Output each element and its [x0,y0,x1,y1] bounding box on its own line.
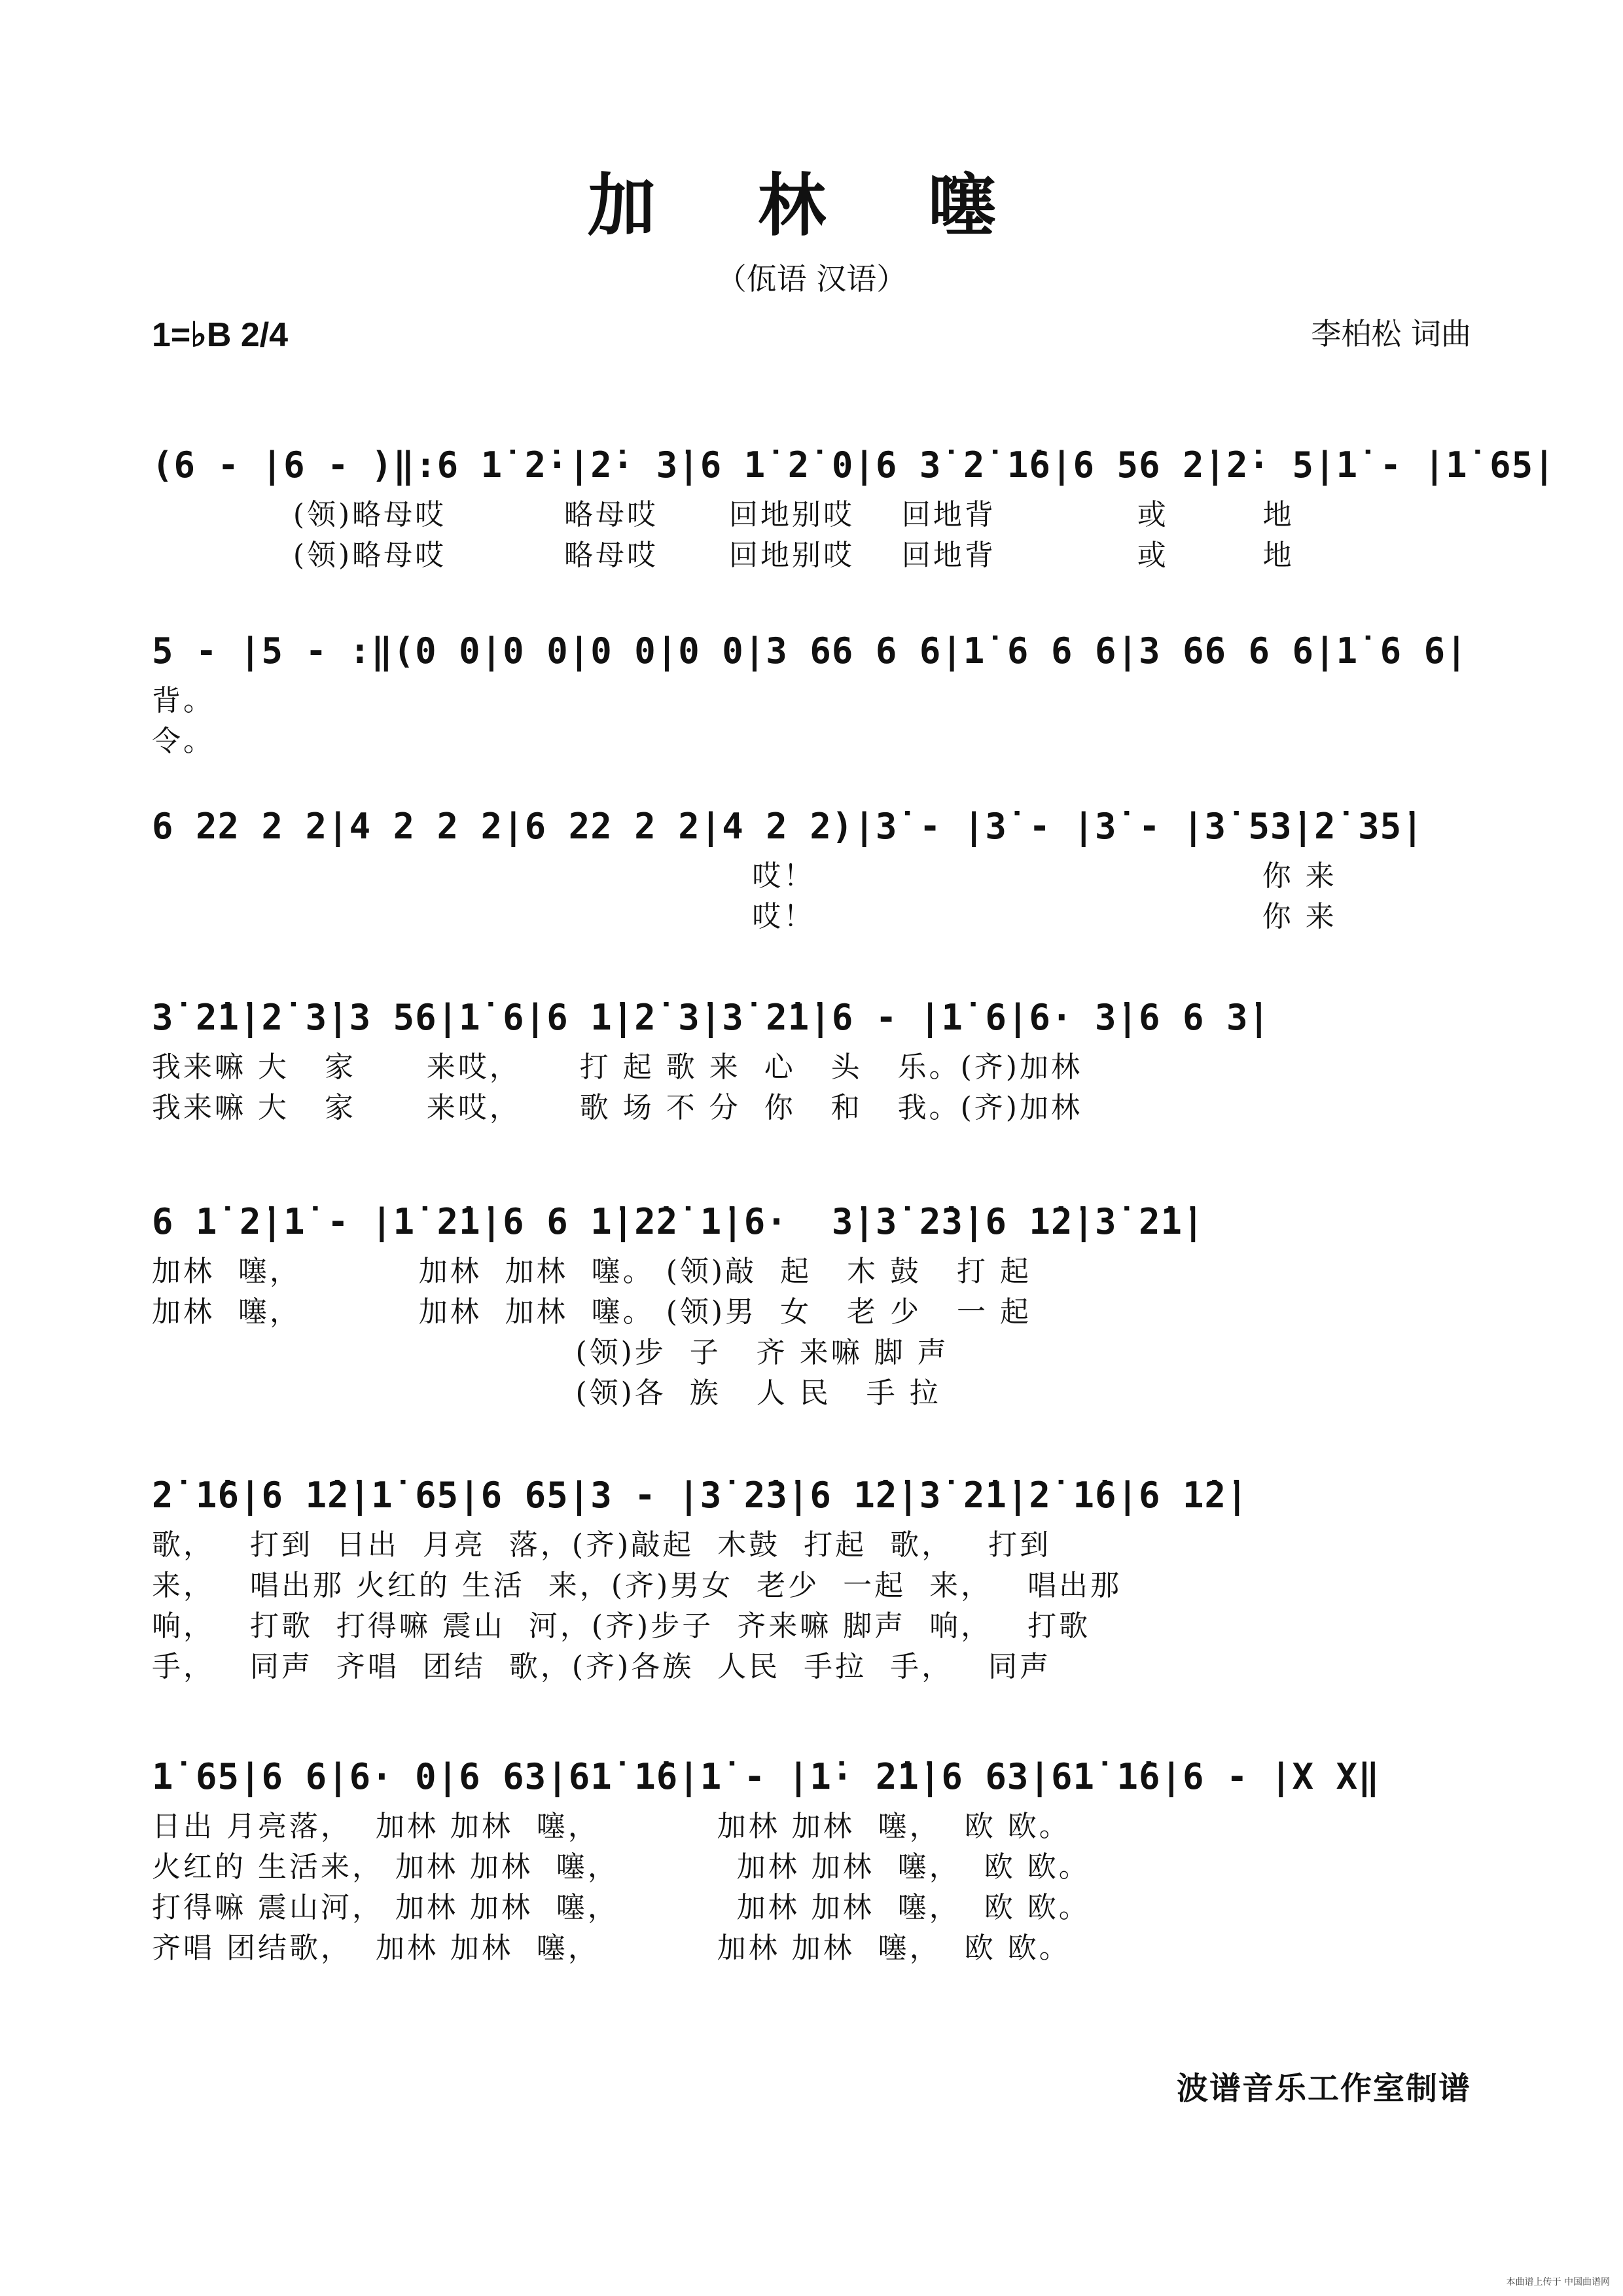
lyric-verse-4: 齐唱 团结歌， 加林 加林 噻， 加林 加林 噻， 欧 欧。 [152,1931,1071,1965]
lyric-verse-3: (领)步 子 齐 来嘛 脚 声 [152,1336,949,1369]
score-title: 加 林 噻 [587,166,1036,245]
lyric-verse-4: 手， 同声 齐唱 团结 歌，(齐)各族 人民 手拉 手， 同声 [152,1650,1052,1683]
notation-line: 6 1̇ 2̇|1̇ - |1̇ 2̇1̇|6 6 1̇|2̇2̇ 1̇|6· 3̇|3̇ 2̇3̇|6 1̇2̇|3̇ 2̇1̇| [152,1201,1205,1242]
score-system-7 [152,1754,1471,1969]
lyric-verse-1: 日出 月亮落， 加林 加林 噻， 加林 加林 噻， 欧 欧。 [152,1810,1071,1843]
lyric-verse-2: 来， 唱出那 火红的 生活 来，(齐)男女 老少 一起 来， 唱出那 [152,1569,1122,1602]
lyric-verse-1: (领)略母哎 略母哎 回地别哎 回地背 或 地 [152,498,1294,531]
key-time-signature: 1=♭B 2/4 [152,316,289,354]
lyric-verse-1: 歌， 打到 日出 月亮 落，(齐)敲起 木鼓 打起 歌， 打到 [152,1528,1052,1562]
score-subtitle: （佤语 汉语） [716,261,907,296]
lyric-verse-1: 哎！ 你 来 [152,859,1337,893]
lyric-verse-3: 响， 打歌 打得嘛 震山 河，(齐)步子 齐来嘛 脚声 响， 打歌 [152,1609,1091,1643]
notation-line: (6 - |6 - )‖:6 1̇ 2̇·|2̇· 3̇|6 1̇ 2̇ 0|6 3̇ 2̇ 1̇6|6 56 2̇|2̇· 5|1̇ - |1̇ 65| [152,444,1556,486]
lyric-verse-2: 我来嘛 大 家 来哎， 歌 场 不 分 你 和 我。(齐)加林 [152,1091,1082,1124]
score-system-1 [152,442,1556,576]
notation-line: 3̇ 2̇1̇|2̇ 3̇|3 56|1̇ 6|6 1̇|2̇ 3̇|3̇ 2̇1̇|6 - |1̇ 6|6· 3̇|6 6 3̇| [152,997,1271,1038]
lyric-verse-3: 打得嘛 震山河， 加林 加林 噻， 加林 加林 噻， 欧 欧。 [152,1891,1090,1924]
score-system-3 [152,804,1471,937]
notation-line: 2̇ 1̇6|6 1̇2̇|1̇ 65|6 65|3 - |3̇ 2̇3̇|6 1̇2̇|3̇ 2̇1̇|2̇ 1̇6|6 1̇2̇| [152,1475,1249,1516]
lyric-verse-2: 加林 噻， 加林 加林 噻。 (领)男 女 老 少 一 起 [152,1295,1031,1329]
composer-credit: 李柏松 词曲 [1311,316,1471,351]
lyric-verse-4: (领)各 族 人 民 手 拉 [152,1376,941,1410]
notation-line: 6 22 2 2|4 2 2 2|6 22 2 2|4 2 2)|3̇ - |3̇ - |3̇ - |3̇ 53̇|2̇ 35̇| [152,806,1424,847]
lyric-verse-1: 加林 噻， 加林 加林 噻。 (领)敲 起 木 鼓 打 起 [152,1255,1031,1288]
lyric-verse-2: 哎！ 你 来 [152,900,1337,933]
source-watermark: 本曲谱上传于 中国曲谱网 [1506,2277,1610,2287]
lyric-verse-2: (领)略母哎 略母哎 回地别哎 回地背 或 地 [152,539,1294,572]
lyric-verse-1: 我来嘛 大 家 来哎， 打 起 歌 来 心 头 乐。(齐)加林 [152,1050,1082,1084]
score-system-4 [152,995,1471,1128]
notation-line: 1̇ 65|6 6|6· 0|6 63|61̇ 1̇6|1̇ - |1̇· 2̇1̇|6 63|61̇ 1̇6|6 - |X X‖ [152,1756,1380,1797]
engraver-credit: 波谱音乐工作室制谱 [1176,2070,1471,2107]
notation-line: 5 - |5 - :‖(0 0|0 0|0 0|0 0|3 66 6 6|1̇ 6 6 6|3 66 6 6|1̇ 6 6| [152,630,1468,672]
lyric-verse-1: 背。 [152,684,215,717]
score-system-2 [152,628,1471,762]
score-system-6 [152,1473,1471,1687]
score-system-5 [152,1199,1471,1414]
lyric-verse-2: 火红的 生活来， 加林 加林 噻， 加林 加林 噻， 欧 欧。 [152,1850,1090,1884]
lyric-verse-2: 令。 [152,725,215,758]
